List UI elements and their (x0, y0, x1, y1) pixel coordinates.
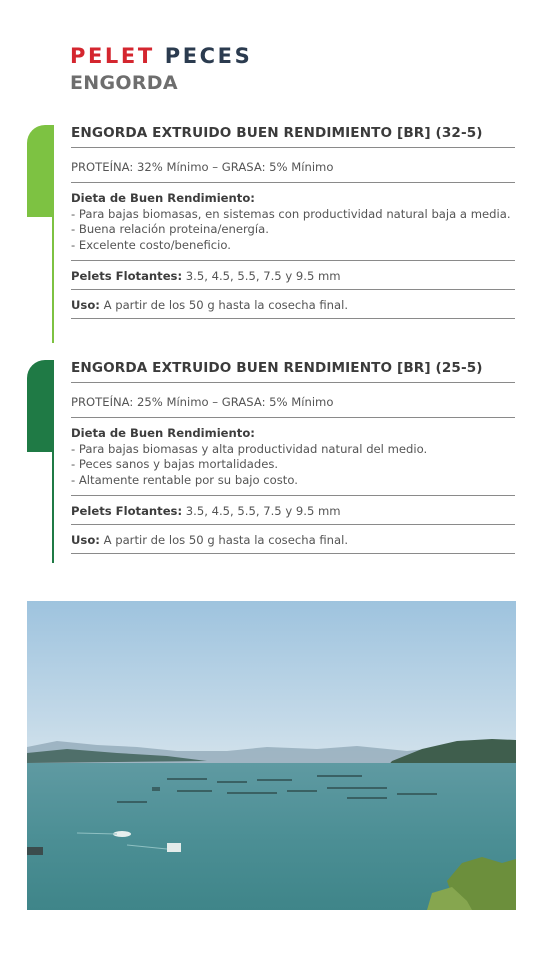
usage-value: A partir de los 50 g hasta la cosecha final. (99, 533, 349, 548)
product-section-1 (27, 125, 515, 343)
usage (71, 290, 515, 319)
product-specs: PROTEÍNA: 25% Mínimo – GRASA: 5% Mínimo (71, 383, 515, 418)
accent-line (52, 125, 54, 343)
product-section-2 (27, 360, 515, 563)
accent-bar (27, 360, 52, 452)
usage-label: Uso: (71, 533, 100, 548)
pellet-sizes (71, 261, 515, 290)
accent-bar (27, 125, 52, 217)
pellets-label: Pelets Flotantes: (71, 269, 183, 284)
pellets-value: 3.5, 4.5, 5.5, 7.5 y 9.5 mm (182, 269, 341, 284)
product-title: ENGORDA EXTRUIDO BUEN RENDIMIENTO [BR] (32-5) (71, 125, 515, 148)
usage (71, 525, 515, 554)
brand-title (70, 44, 252, 68)
description-heading: Dieta de Buen Rendimiento: (71, 426, 255, 440)
bullet-item: - Para bajas biomasas, en sistemas con productividad natural baja a media. (71, 206, 511, 221)
product-title: ENGORDA EXTRUIDO BUEN RENDIMIENTO [BR] (25-5) (71, 360, 515, 383)
brand-word-1: PELET (70, 44, 155, 68)
accent-line (52, 360, 54, 563)
brand-subtitle: ENGORDA (70, 72, 178, 94)
pellet-sizes (71, 496, 515, 525)
pellets-value: 3.5, 4.5, 5.5, 7.5 y 9.5 mm (182, 504, 341, 519)
bullet-item: - Altamente rentable por su bajo costo. (71, 472, 298, 487)
bullet-item: - Peces sanos y bajas mortalidades. (71, 457, 279, 472)
product-description (71, 418, 515, 496)
bullet-item: - Para bajas biomasas y alta productividad natural del medio. (71, 441, 428, 456)
lake-fish-farm-photo (27, 601, 516, 910)
product-content (71, 360, 515, 554)
pellets-label: Pelets Flotantes: (71, 504, 183, 519)
lake-scene-illustration (27, 601, 516, 910)
bullet-item: - Excelente costo/beneficio. (71, 237, 231, 252)
bullet-item: - Buena relación proteina/energía. (71, 222, 269, 237)
brand-word-2: PECES (164, 44, 253, 68)
product-description (71, 183, 515, 261)
description-heading: Dieta de Buen Rendimiento: (71, 191, 255, 205)
usage-label: Uso: (71, 298, 100, 313)
usage-value: A partir de los 50 g hasta la cosecha final. (99, 298, 349, 313)
product-content (71, 125, 515, 319)
product-specs: PROTEÍNA: 32% Mínimo – GRASA: 5% Mínimo (71, 148, 515, 183)
